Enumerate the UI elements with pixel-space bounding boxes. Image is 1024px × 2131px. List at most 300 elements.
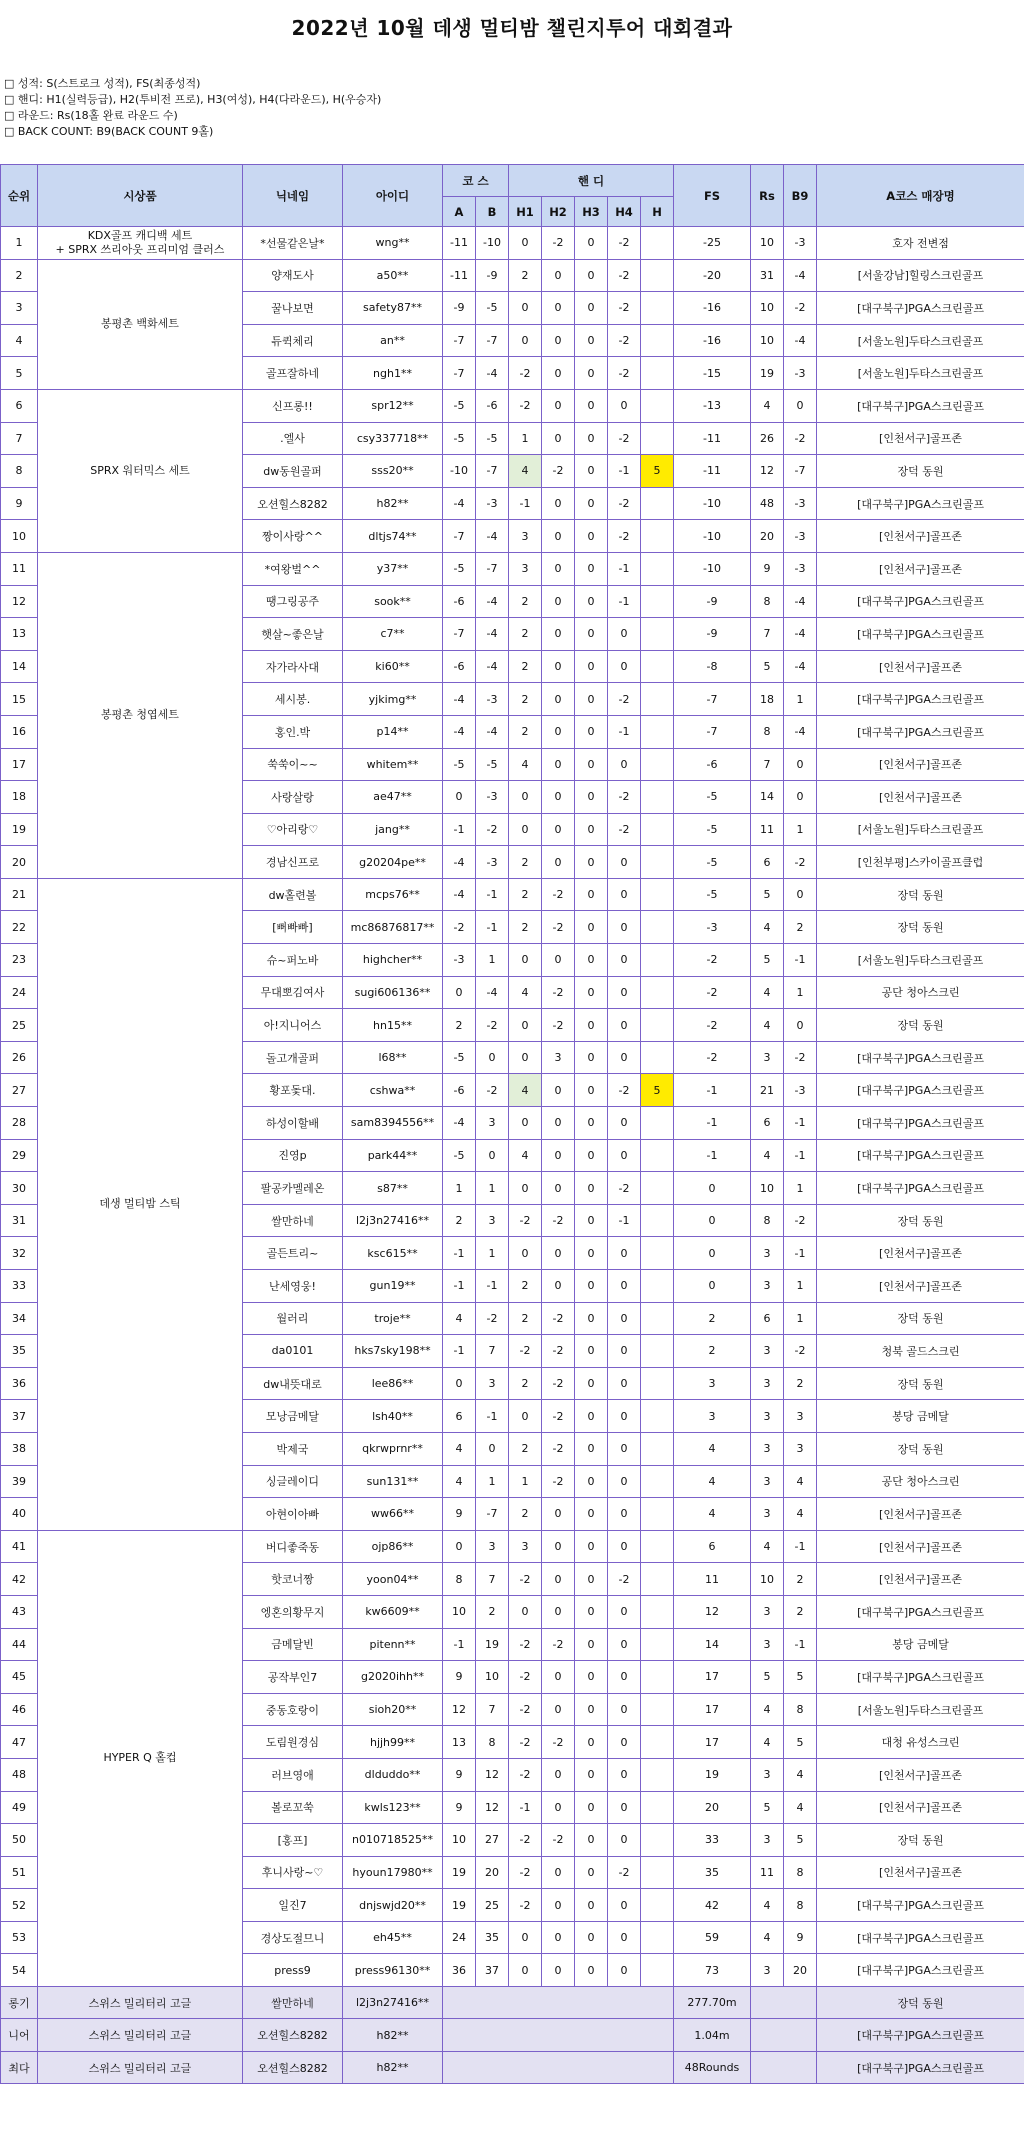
cell-id: sun131** — [343, 1465, 443, 1498]
cell-rank: 11 — [1, 552, 38, 585]
cell-course-b: 3 — [476, 1530, 509, 1563]
cell-h3: 0 — [575, 520, 608, 553]
cell-rank: 33 — [1, 1270, 38, 1303]
cell-b9: -2 — [784, 846, 817, 879]
header-prize: 시상품 — [38, 165, 243, 227]
cell-store: [인천서구]골프존 — [817, 1758, 1024, 1791]
cell-fs: -1 — [674, 1074, 751, 1107]
cell-rank: 4 — [1, 324, 38, 357]
cell-rank: 18 — [1, 781, 38, 814]
cell-course-a: 24 — [443, 1921, 476, 1954]
cell-rank: 43 — [1, 1595, 38, 1628]
cell-id: hn15** — [343, 1009, 443, 1042]
cell-h4: 0 — [608, 1726, 641, 1759]
header-h: H — [641, 197, 674, 227]
cell-nickname: 버디좋죽동 — [243, 1530, 343, 1563]
cell-course-a: 2 — [443, 1009, 476, 1042]
table-header — [1, 165, 1024, 227]
cell-nickname: .엘사 — [243, 422, 343, 455]
special-store: 장덕 동원 — [817, 1987, 1024, 2019]
cell-id: spr12** — [343, 389, 443, 422]
cell-fs: -9 — [674, 585, 751, 618]
cell-course-b: -7 — [476, 552, 509, 585]
cell-id: wng** — [343, 227, 443, 260]
cell-h2: 0 — [542, 1498, 575, 1531]
cell-rank: 2 — [1, 259, 38, 292]
cell-h4: 0 — [608, 389, 641, 422]
cell-h3: 0 — [575, 1172, 608, 1205]
cell-h4: -1 — [608, 1204, 641, 1237]
cell-h2: 0 — [542, 1107, 575, 1140]
cell-nickname: 중동호랑이 — [243, 1693, 343, 1726]
cell-h2: 0 — [542, 1237, 575, 1270]
cell-h2: 0 — [542, 292, 575, 325]
cell-h3: 0 — [575, 650, 608, 683]
cell-rs: 4 — [751, 976, 784, 1009]
cell-fs: -7 — [674, 683, 751, 716]
cell-h2: 0 — [542, 389, 575, 422]
cell-h1: 3 — [509, 552, 542, 585]
cell-course-b: 1 — [476, 944, 509, 977]
cell-fs: -2 — [674, 1041, 751, 1074]
cell-h3: 0 — [575, 1889, 608, 1922]
cell-id: qkrwprnr** — [343, 1432, 443, 1465]
cell-course-a: -6 — [443, 650, 476, 683]
cell-rs: 4 — [751, 911, 784, 944]
cell-b9: 5 — [784, 1824, 817, 1857]
cell-store: 장덕 동원 — [817, 878, 1024, 911]
cell-course-b: -4 — [476, 715, 509, 748]
header-rank: 순위 — [1, 165, 38, 227]
cell-nickname: dw동원골퍼 — [243, 455, 343, 488]
cell-h1: 2 — [509, 846, 542, 879]
cell-h4: 0 — [608, 1889, 641, 1922]
header-nickname: 닉네임 — [243, 165, 343, 227]
cell-course-b: -3 — [476, 487, 509, 520]
cell-rs: 8 — [751, 1204, 784, 1237]
cell-course-b: -6 — [476, 389, 509, 422]
cell-nickname: press9 — [243, 1954, 343, 1987]
cell-b9: -3 — [784, 357, 817, 390]
cell-course-b: -10 — [476, 227, 509, 260]
cell-id: hyoun17980** — [343, 1856, 443, 1889]
cell-fs: 0 — [674, 1237, 751, 1270]
cell-store: [대구북구]PGA스크린골프 — [817, 1139, 1024, 1172]
cell-course-b: -4 — [476, 520, 509, 553]
cell-id: ngh1** — [343, 357, 443, 390]
cell-nickname: 싱글레이디 — [243, 1465, 343, 1498]
cell-rank: 32 — [1, 1237, 38, 1270]
cell-h4: 0 — [608, 1758, 641, 1791]
cell-h1: 1 — [509, 422, 542, 455]
cell-store: [대구북구]PGA스크린골프 — [817, 618, 1024, 651]
legend-item-rounds: □ 라운드: Rs(18홀 완료 라운드 수) — [4, 109, 178, 122]
cell-course-b: 27 — [476, 1824, 509, 1857]
cell-b9: -2 — [784, 1204, 817, 1237]
cell-rs: 8 — [751, 585, 784, 618]
prize-group-cell: HYPER Q 홀컵 — [38, 1530, 243, 1986]
cell-h1: 0 — [509, 1954, 542, 1987]
cell-store: [대구북구]PGA스크린골프 — [817, 389, 1024, 422]
cell-store: [대구북구]PGA스크린골프 — [817, 1661, 1024, 1694]
cell-b9: -2 — [784, 1041, 817, 1074]
cell-rs: 9 — [751, 552, 784, 585]
special-id: l2j3n27416** — [343, 1987, 443, 2019]
cell-h3: 0 — [575, 389, 608, 422]
cell-b9: 5 — [784, 1661, 817, 1694]
cell-store: 장덕 동원 — [817, 1204, 1024, 1237]
header-course-a: A — [443, 197, 476, 227]
cell-h2: 0 — [542, 1563, 575, 1596]
cell-fs: 4 — [674, 1498, 751, 1531]
cell-id: pitenn** — [343, 1628, 443, 1661]
cell-store: [서울노원]두타스크린골프 — [817, 357, 1024, 390]
cell-b9: -4 — [784, 618, 817, 651]
cell-h2: -2 — [542, 1367, 575, 1400]
cell-h3: 0 — [575, 1335, 608, 1368]
cell-h2: 0 — [542, 1693, 575, 1726]
special-award-row — [1, 2051, 1024, 2083]
cell-h4: 0 — [608, 1921, 641, 1954]
cell-h — [641, 1302, 674, 1335]
cell-h4: 0 — [608, 1139, 641, 1172]
cell-rs: 3 — [751, 1758, 784, 1791]
cell-id: sook** — [343, 585, 443, 618]
cell-h — [641, 552, 674, 585]
cell-fs: -16 — [674, 292, 751, 325]
cell-h — [641, 1270, 674, 1303]
cell-rs: 10 — [751, 1563, 784, 1596]
table-row — [1, 878, 1024, 911]
cell-course-a: 4 — [443, 1465, 476, 1498]
cell-h3: 0 — [575, 1107, 608, 1140]
cell-course-a: 9 — [443, 1758, 476, 1791]
cell-b9: 8 — [784, 1889, 817, 1922]
cell-course-a: -5 — [443, 552, 476, 585]
cell-h2: -2 — [542, 1009, 575, 1042]
cell-h1: -2 — [509, 1628, 542, 1661]
cell-rank: 35 — [1, 1335, 38, 1368]
cell-h3: 0 — [575, 1270, 608, 1303]
cell-course-b: 7 — [476, 1335, 509, 1368]
cell-rank: 17 — [1, 748, 38, 781]
cell-course-a: -2 — [443, 911, 476, 944]
cell-fs: 35 — [674, 1856, 751, 1889]
cell-h3: 0 — [575, 1237, 608, 1270]
cell-h: 5 — [641, 455, 674, 488]
cell-store: [인천서구]골프존 — [817, 748, 1024, 781]
cell-h4: 0 — [608, 1302, 641, 1335]
cell-h — [641, 976, 674, 1009]
cell-rs: 3 — [751, 1237, 784, 1270]
cell-store: 장덕 동원 — [817, 455, 1024, 488]
cell-rs: 6 — [751, 846, 784, 879]
cell-nickname: 후니사랑~♡ — [243, 1856, 343, 1889]
cell-nickname: *여왕벌^^ — [243, 552, 343, 585]
cell-fs: -10 — [674, 552, 751, 585]
cell-nickname: 쑥쑥이~~ — [243, 748, 343, 781]
cell-store: [대구북구]PGA스크린골프 — [817, 1595, 1024, 1628]
cell-b9: -7 — [784, 455, 817, 488]
cell-h4: -2 — [608, 259, 641, 292]
cell-course-a: -5 — [443, 1139, 476, 1172]
cell-course-b: -5 — [476, 292, 509, 325]
cell-rank: 51 — [1, 1856, 38, 1889]
cell-h — [641, 357, 674, 390]
cell-course-b: -4 — [476, 976, 509, 1009]
cell-h4: -2 — [608, 1563, 641, 1596]
cell-store: 장덕 동원 — [817, 1302, 1024, 1335]
cell-course-a: 10 — [443, 1824, 476, 1857]
cell-rs: 10 — [751, 324, 784, 357]
cell-fs: -10 — [674, 520, 751, 553]
cell-fs: 3 — [674, 1400, 751, 1433]
cell-h1: 4 — [509, 1074, 542, 1107]
cell-h2: -2 — [542, 911, 575, 944]
cell-h2: 0 — [542, 1791, 575, 1824]
cell-h4: -2 — [608, 813, 641, 846]
cell-h — [641, 1693, 674, 1726]
cell-fs: 17 — [674, 1693, 751, 1726]
cell-h1: 2 — [509, 911, 542, 944]
cell-id: dltjs74** — [343, 520, 443, 553]
cell-rs: 7 — [751, 618, 784, 651]
cell-b9: 8 — [784, 1856, 817, 1889]
cell-h2: 0 — [542, 1270, 575, 1303]
prize-group-cell: 데생 멀티밤 스틱 — [38, 878, 243, 1530]
cell-h4: 0 — [608, 1270, 641, 1303]
cell-fs: -15 — [674, 357, 751, 390]
cell-course-a: -1 — [443, 1335, 476, 1368]
cell-course-a: 0 — [443, 1367, 476, 1400]
cell-rank: 21 — [1, 878, 38, 911]
cell-h — [641, 1498, 674, 1531]
cell-nickname: 진영p — [243, 1139, 343, 1172]
cell-b9: 5 — [784, 1726, 817, 1759]
cell-b9: 1 — [784, 976, 817, 1009]
cell-h — [641, 1107, 674, 1140]
cell-nickname: 골프잘하네 — [243, 357, 343, 390]
cell-h3: 0 — [575, 1302, 608, 1335]
cell-b9: -3 — [784, 520, 817, 553]
cell-h3: 0 — [575, 1726, 608, 1759]
cell-nickname: 홍인.박 — [243, 715, 343, 748]
cell-id: lsh40** — [343, 1400, 443, 1433]
cell-store: [대구북구]PGA스크린골프 — [817, 1889, 1024, 1922]
header-h4: H4 — [608, 197, 641, 227]
special-label: 최다 — [1, 2051, 38, 2083]
cell-course-b: -5 — [476, 422, 509, 455]
cell-course-b: 3 — [476, 1367, 509, 1400]
cell-rank: 50 — [1, 1824, 38, 1857]
special-award-row — [1, 2019, 1024, 2051]
cell-rank: 22 — [1, 911, 38, 944]
cell-h1: 0 — [509, 944, 542, 977]
cell-h4: -1 — [608, 455, 641, 488]
cell-h1: 2 — [509, 715, 542, 748]
cell-rank: 48 — [1, 1758, 38, 1791]
cell-id: lee86** — [343, 1367, 443, 1400]
cell-course-a: 12 — [443, 1693, 476, 1726]
cell-h — [641, 1889, 674, 1922]
cell-rank: 41 — [1, 1530, 38, 1563]
cell-rank: 27 — [1, 1074, 38, 1107]
cell-id: yjkimg** — [343, 683, 443, 716]
cell-course-a: -5 — [443, 389, 476, 422]
cell-h1: -1 — [509, 487, 542, 520]
cell-rs: 3 — [751, 1367, 784, 1400]
cell-fs: 14 — [674, 1628, 751, 1661]
cell-b9: 1 — [784, 1302, 817, 1335]
cell-h1: 4 — [509, 1139, 542, 1172]
cell-course-a: -7 — [443, 357, 476, 390]
cell-nickname: 박제국 — [243, 1432, 343, 1465]
cell-rs: 10 — [751, 227, 784, 260]
cell-nickname: 꿀나보면 — [243, 292, 343, 325]
special-empty-rs — [751, 1987, 817, 2019]
cell-nickname: [뻐빠빠] — [243, 911, 343, 944]
cell-h4: -1 — [608, 715, 641, 748]
cell-h — [641, 1400, 674, 1433]
cell-h3: 0 — [575, 1693, 608, 1726]
cell-fs: 59 — [674, 1921, 751, 1954]
cell-nickname: 짱이사랑^^ — [243, 520, 343, 553]
cell-rs: 3 — [751, 1432, 784, 1465]
cell-course-b: -4 — [476, 357, 509, 390]
cell-h3: 0 — [575, 1530, 608, 1563]
cell-h4: -2 — [608, 781, 641, 814]
cell-b9: -3 — [784, 227, 817, 260]
cell-h3: 0 — [575, 1758, 608, 1791]
cell-course-b: 7 — [476, 1563, 509, 1596]
cell-h1: 2 — [509, 1432, 542, 1465]
cell-b9: 9 — [784, 1921, 817, 1954]
cell-h4: 0 — [608, 618, 641, 651]
cell-rs: 48 — [751, 487, 784, 520]
cell-h2: 0 — [542, 1172, 575, 1205]
cell-id: yoon04** — [343, 1563, 443, 1596]
cell-h4: 0 — [608, 1824, 641, 1857]
cell-rank: 38 — [1, 1432, 38, 1465]
cell-h — [641, 1009, 674, 1042]
cell-h2: 0 — [542, 781, 575, 814]
cell-fs: -5 — [674, 813, 751, 846]
results-table — [0, 164, 1024, 2084]
cell-rs: 11 — [751, 1856, 784, 1889]
cell-h3: 0 — [575, 1139, 608, 1172]
cell-h1: -2 — [509, 1856, 542, 1889]
cell-b9: 3 — [784, 1400, 817, 1433]
cell-rank: 3 — [1, 292, 38, 325]
cell-rank: 49 — [1, 1791, 38, 1824]
cell-rank: 8 — [1, 455, 38, 488]
cell-h3: 0 — [575, 1432, 608, 1465]
cell-fs: -11 — [674, 455, 751, 488]
header-store: A코스 매장명 — [817, 165, 1024, 227]
cell-nickname: 경남신프로 — [243, 846, 343, 879]
cell-nickname: 공작부인7 — [243, 1661, 343, 1694]
cell-h2: 0 — [542, 944, 575, 977]
cell-course-b: -1 — [476, 911, 509, 944]
cell-h — [641, 1432, 674, 1465]
table-row — [1, 227, 1024, 260]
cell-course-b: 25 — [476, 1889, 509, 1922]
cell-h4: -2 — [608, 487, 641, 520]
special-store: [대구북구]PGA스크린골프 — [817, 2051, 1024, 2083]
cell-rs: 4 — [751, 1921, 784, 1954]
prize-group-cell: SPRX 워터믹스 세트 — [38, 389, 243, 552]
cell-id: sioh20** — [343, 1693, 443, 1726]
cell-h1: -2 — [509, 1661, 542, 1694]
cell-h1: -2 — [509, 357, 542, 390]
special-store: [대구북구]PGA스크린골프 — [817, 2019, 1024, 2051]
cell-course-a: -5 — [443, 422, 476, 455]
cell-course-a: -9 — [443, 292, 476, 325]
cell-fs: -9 — [674, 618, 751, 651]
prize-group-cell: KDX골프 캐디백 세트 + SPRX 쓰리아웃 프리미엄 클러스 — [38, 227, 243, 260]
cell-h1: 0 — [509, 292, 542, 325]
cell-nickname: 모낭금메달 — [243, 1400, 343, 1433]
cell-nickname: 팔공카멜레온 — [243, 1172, 343, 1205]
cell-h1: 0 — [509, 1595, 542, 1628]
cell-course-a: -11 — [443, 259, 476, 292]
table-row — [1, 552, 1024, 585]
cell-store: [인천서구]골프존 — [817, 1498, 1024, 1531]
cell-rank: 16 — [1, 715, 38, 748]
cell-h2: 0 — [542, 748, 575, 781]
cell-h — [641, 324, 674, 357]
cell-h2: 0 — [542, 422, 575, 455]
cell-h4: 0 — [608, 1237, 641, 1270]
cell-id: hjjh99** — [343, 1726, 443, 1759]
table-body — [1, 227, 1024, 2084]
cell-h — [641, 650, 674, 683]
cell-course-a: 0 — [443, 1530, 476, 1563]
cell-nickname: da0101 — [243, 1335, 343, 1368]
cell-course-b: -9 — [476, 259, 509, 292]
cell-store: [대구북구]PGA스크린골프 — [817, 1954, 1024, 1987]
cell-h: 5 — [641, 1074, 674, 1107]
cell-h1: 0 — [509, 1041, 542, 1074]
cell-h — [641, 1661, 674, 1694]
cell-nickname: 돌고개골퍼 — [243, 1041, 343, 1074]
cell-h3: 0 — [575, 976, 608, 1009]
cell-h — [641, 389, 674, 422]
cell-nickname: 신프롱!! — [243, 389, 343, 422]
cell-b9: -3 — [784, 487, 817, 520]
cell-rs: 21 — [751, 1074, 784, 1107]
cell-id: dlduddo** — [343, 1758, 443, 1791]
cell-course-a: -1 — [443, 1237, 476, 1270]
cell-store: [인천서구]골프존 — [817, 1791, 1024, 1824]
cell-course-a: -7 — [443, 618, 476, 651]
cell-rank: 54 — [1, 1954, 38, 1987]
cell-store: [대구북구]PGA스크린골프 — [817, 1041, 1024, 1074]
header-b9: B9 — [784, 165, 817, 227]
cell-course-b: -2 — [476, 1009, 509, 1042]
cell-nickname: 난세영웅! — [243, 1270, 343, 1303]
cell-rs: 3 — [751, 1954, 784, 1987]
cell-h2: -2 — [542, 227, 575, 260]
cell-h3: 0 — [575, 552, 608, 585]
cell-course-a: 2 — [443, 1204, 476, 1237]
cell-fs: 2 — [674, 1302, 751, 1335]
cell-rs: 11 — [751, 813, 784, 846]
cell-b9: 4 — [784, 1465, 817, 1498]
cell-store: 대청 유성스크린 — [817, 1726, 1024, 1759]
cell-course-b: -1 — [476, 1400, 509, 1433]
cell-h1: 2 — [509, 878, 542, 911]
